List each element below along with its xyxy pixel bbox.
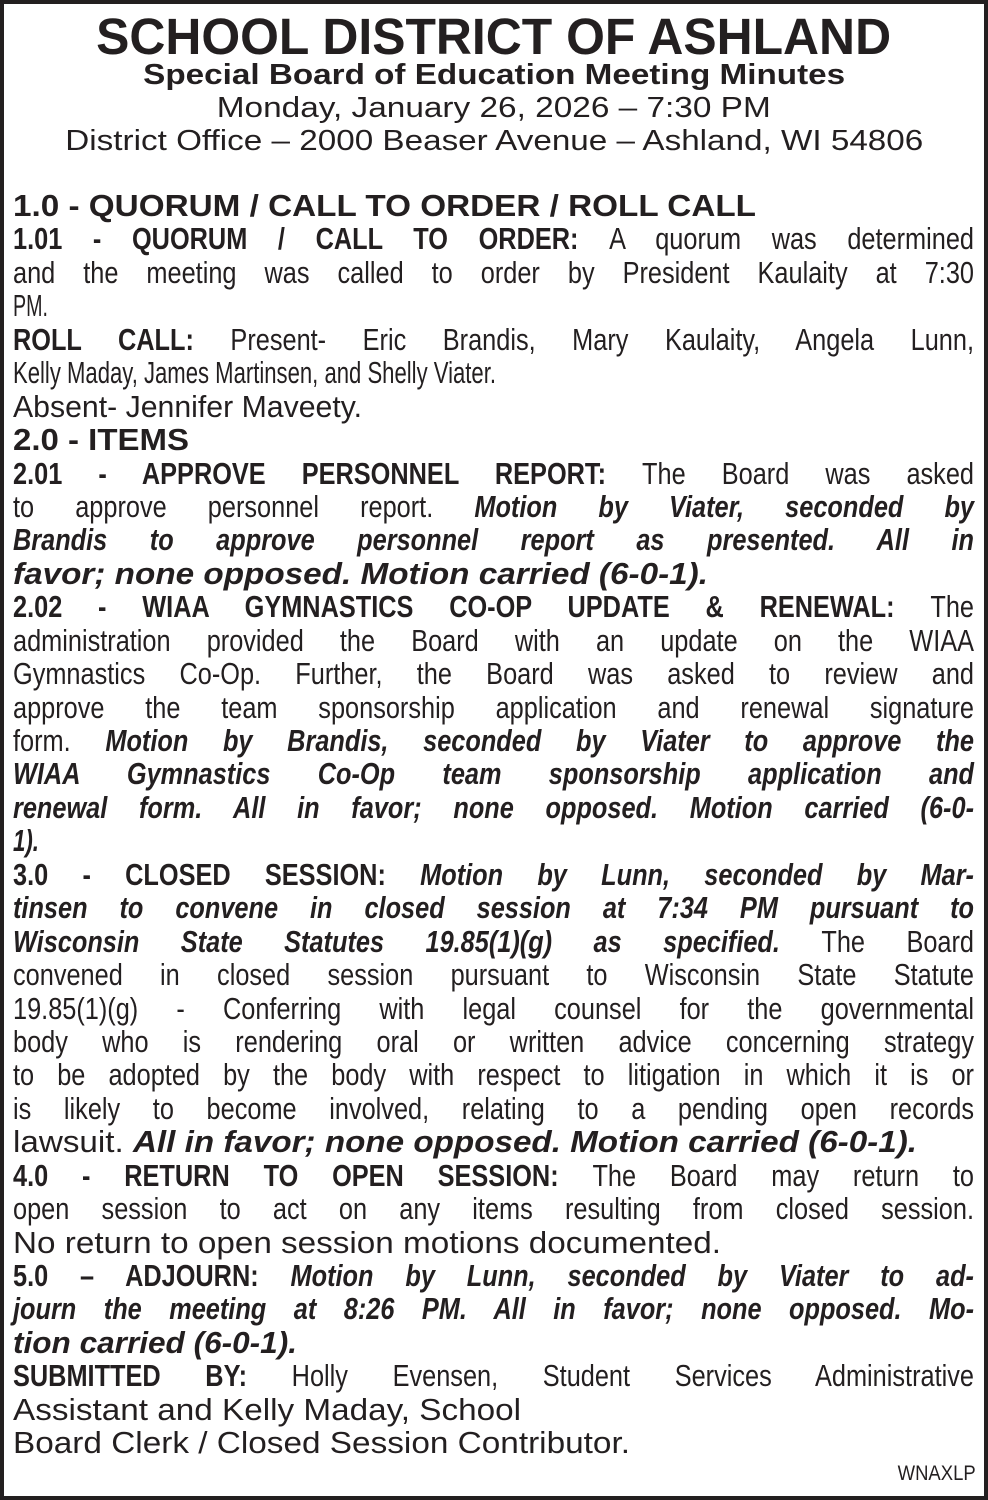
section-heading: 4.0 - RETURN TO OPEN SESSION:	[13, 1158, 593, 1193]
minutes-line	[13, 424, 974, 457]
motion-text: All in favor; none opposed. Motion carried (6-0-1).	[132, 1125, 918, 1160]
minutes-line-text	[13, 491, 974, 524]
minutes-line	[13, 792, 974, 825]
body-text: A quorum was determined	[609, 222, 974, 257]
motion-text: tion carried (6-0-1).	[13, 1325, 297, 1360]
minutes-line	[13, 1293, 974, 1326]
motion-text: Motion by Brandis, seconded by Viater to approve the	[105, 724, 975, 758]
minutes-line	[13, 692, 974, 725]
body-text: The Board was asked	[642, 456, 974, 491]
district-title-row	[4, 9, 984, 65]
body-text: No return to open session motions documented.	[13, 1225, 721, 1260]
minutes-line	[13, 1160, 974, 1193]
minutes-line	[13, 324, 974, 357]
motion-text: Motion by Lunn, seconded by Viater to ad-	[290, 1259, 974, 1293]
body-text: The Board	[821, 924, 975, 959]
motion-text: journ the meeting at 8:26 PM. All in favor; none opposed. Mo-	[13, 1292, 974, 1327]
minutes-line	[13, 190, 974, 223]
minutes-line	[13, 1394, 974, 1427]
minutes-line-text	[13, 1293, 974, 1326]
motion-text: WIAA Gymnastics Co-Op team sponsorship application and	[13, 757, 974, 792]
body-text: 19.85(1)(g) - Conferring with legal counsel for the governmental	[13, 991, 975, 1026]
minutes-line-text	[13, 391, 362, 424]
meeting-location-row	[4, 125, 984, 157]
minutes-line	[13, 758, 974, 791]
minutes-line-text	[13, 290, 48, 323]
section-heading: 2.02 - WIAA GYMNASTICS CO-OP UPDATE & RENEWAL:	[13, 590, 931, 625]
body-text: Assistant and Kelly Maday, School	[13, 1392, 521, 1427]
minutes-line-text	[13, 758, 974, 791]
minutes-line	[13, 892, 974, 925]
meeting-dateline-row	[4, 92, 984, 124]
section-heading: 5.0 – ADJOURN:	[13, 1259, 291, 1293]
minutes-line-text	[13, 859, 974, 892]
minutes-line-text	[13, 1394, 521, 1427]
motion-text: Motion by Viater, seconded by	[474, 489, 975, 524]
minutes-line-text	[13, 257, 974, 290]
section-heading: ROLL CALL:	[13, 322, 231, 357]
body-text: is likely to become involved, relating to a pending open records	[13, 1091, 974, 1126]
minutes-line-text	[13, 1327, 297, 1360]
minutes-line	[13, 524, 974, 557]
minutes-line-text	[13, 692, 974, 725]
minutes-line-text	[13, 558, 708, 591]
meeting-subtitle-row	[4, 59, 984, 91]
minutes-line	[13, 825, 974, 858]
body-text: convened in closed session pursuant to Wisconsin State Statute	[13, 958, 974, 993]
body-text: approve the team sponsorship application and renewal signature	[13, 690, 974, 725]
minutes-line-text	[13, 424, 189, 457]
motion-text: renewal form. All in favor; none opposed. Motion carried (6-0-	[13, 790, 975, 825]
minutes-line	[13, 1093, 974, 1126]
body-text: The	[930, 590, 974, 625]
minutes-line	[13, 1427, 974, 1460]
minutes-line	[13, 1193, 974, 1226]
minutes-line-text	[13, 223, 974, 256]
minutes-line-text	[13, 825, 39, 858]
minutes-line-text	[13, 625, 974, 658]
body-text: Gymnastics Co-Op. Further, the Board was asked to review and	[13, 657, 974, 692]
minutes-line-text	[13, 524, 974, 557]
body-text: Present- Eric Brandis, Mary Kaulaity, Angela Lunn,	[230, 322, 974, 357]
body-text: to approve personnel report.	[13, 489, 475, 524]
minutes-line	[13, 1360, 974, 1393]
minutes-line	[13, 959, 974, 992]
body-text: and the meeting was called to order by President Kaulaity at 7:30	[13, 255, 974, 290]
body-text: Absent- Jennifer Maveety.	[13, 389, 362, 424]
minutes-line	[13, 993, 974, 1026]
section-heading: 2.01 - APPROVE PERSONNEL REPORT:	[13, 456, 643, 491]
body-text: Board Clerk / Closed Session Contributor.	[13, 1426, 630, 1461]
publication-code-text: WNAXLP	[897, 1462, 976, 1485]
minutes-line-text	[13, 324, 974, 357]
minutes-line	[13, 1260, 974, 1293]
minutes-line	[13, 859, 974, 892]
minutes-line-text	[13, 190, 756, 223]
minutes-line-text	[13, 1360, 974, 1393]
minutes-body	[13, 190, 974, 1461]
minutes-line	[13, 591, 974, 624]
body-text: open session to act on any items resulting from closed session.	[13, 1192, 974, 1227]
minutes-line-text	[13, 993, 974, 1026]
minutes-line	[13, 926, 974, 959]
minutes-line-text	[13, 1093, 974, 1126]
minutes-line	[13, 1126, 974, 1159]
minutes-line-text	[13, 1427, 630, 1460]
minutes-line-text	[13, 458, 974, 491]
body-text: form.	[13, 724, 106, 758]
minutes-line	[13, 1059, 974, 1092]
minutes-line-text	[13, 1227, 721, 1260]
minutes-line-text	[13, 1193, 974, 1226]
meeting-dateline: Monday, January 26, 2026 – 7:30 PM	[217, 92, 771, 124]
meeting-subtitle: Special Board of Education Meeting Minutes	[142, 59, 845, 91]
minutes-line-text	[13, 1026, 974, 1059]
motion-text: tinsen to convene in closed session at 7:34 PM pursuant to	[13, 891, 974, 926]
motion-text: 1).	[13, 824, 39, 859]
minutes-line-text	[13, 892, 974, 925]
minutes-line-text	[13, 926, 974, 959]
minutes-line	[13, 1327, 974, 1360]
minutes-line-text	[13, 1126, 917, 1159]
minutes-line-text	[13, 591, 974, 624]
minutes-line	[13, 658, 974, 691]
district-title: SCHOOL DISTRICT OF ASHLAND	[96, 8, 892, 65]
minutes-line	[13, 290, 974, 323]
section-heading: 1.01 - QUORUM / CALL TO ORDER:	[13, 222, 610, 257]
minutes-line-text	[13, 959, 974, 992]
motion-text: favor; none opposed. Motion carried (6-0-1).	[13, 556, 708, 591]
section-heading: 1.0 - QUORUM / CALL TO ORDER / ROLL CALL	[13, 189, 756, 223]
minutes-line	[13, 223, 974, 256]
legal-notice-page	[4, 4, 984, 1496]
minutes-line-text	[13, 1160, 974, 1193]
minutes-line	[13, 1227, 974, 1260]
body-text: The Board may return to	[592, 1158, 974, 1193]
minutes-line	[13, 491, 974, 524]
body-text: lawsuit.	[13, 1125, 133, 1160]
body-text: Holly Evensen, Student Services Administrative	[291, 1359, 974, 1394]
body-text: administration provided the Board with an update on the WIAA	[13, 623, 974, 658]
minutes-line	[13, 257, 974, 290]
minutes-line-text	[13, 792, 974, 825]
minutes-line-text	[13, 357, 496, 390]
minutes-line-text	[13, 658, 974, 691]
section-heading: 2.0 - ITEMS	[13, 423, 189, 458]
body-text: PM.	[13, 289, 48, 324]
body-text: to be adopted by the body with respect to litigation in which it is or	[13, 1058, 974, 1093]
section-heading: SUBMITTED BY:	[13, 1359, 292, 1394]
minutes-line	[13, 625, 974, 658]
motion-text: Wisconsin State Statutes 19.85(1)(g) as specified.	[13, 924, 822, 959]
section-heading: 3.0 - CLOSED SESSION:	[13, 857, 421, 892]
body-text: Kelly Maday, James Martinsen, and Shelly Viater.	[13, 356, 496, 391]
body-text: body who is rendering oral or written advice concerning strategy	[13, 1024, 975, 1059]
minutes-line	[13, 458, 974, 491]
meeting-location: District Office – 2000 Beaser Avenue – Ashland, WI 54806	[65, 125, 923, 157]
motion-text: Brandis to approve personnel report as presented. All in	[13, 523, 974, 558]
minutes-line	[13, 357, 974, 390]
minutes-line	[13, 558, 974, 591]
minutes-line-text	[13, 1260, 974, 1293]
motion-text: Motion by Lunn, seconded by Mar-	[420, 857, 974, 892]
minutes-line-text	[13, 725, 974, 758]
publication-code	[887, 1462, 976, 1486]
minutes-line	[13, 1026, 974, 1059]
minutes-line	[13, 725, 974, 758]
minutes-line	[13, 391, 974, 424]
minutes-line-text	[13, 1059, 974, 1092]
